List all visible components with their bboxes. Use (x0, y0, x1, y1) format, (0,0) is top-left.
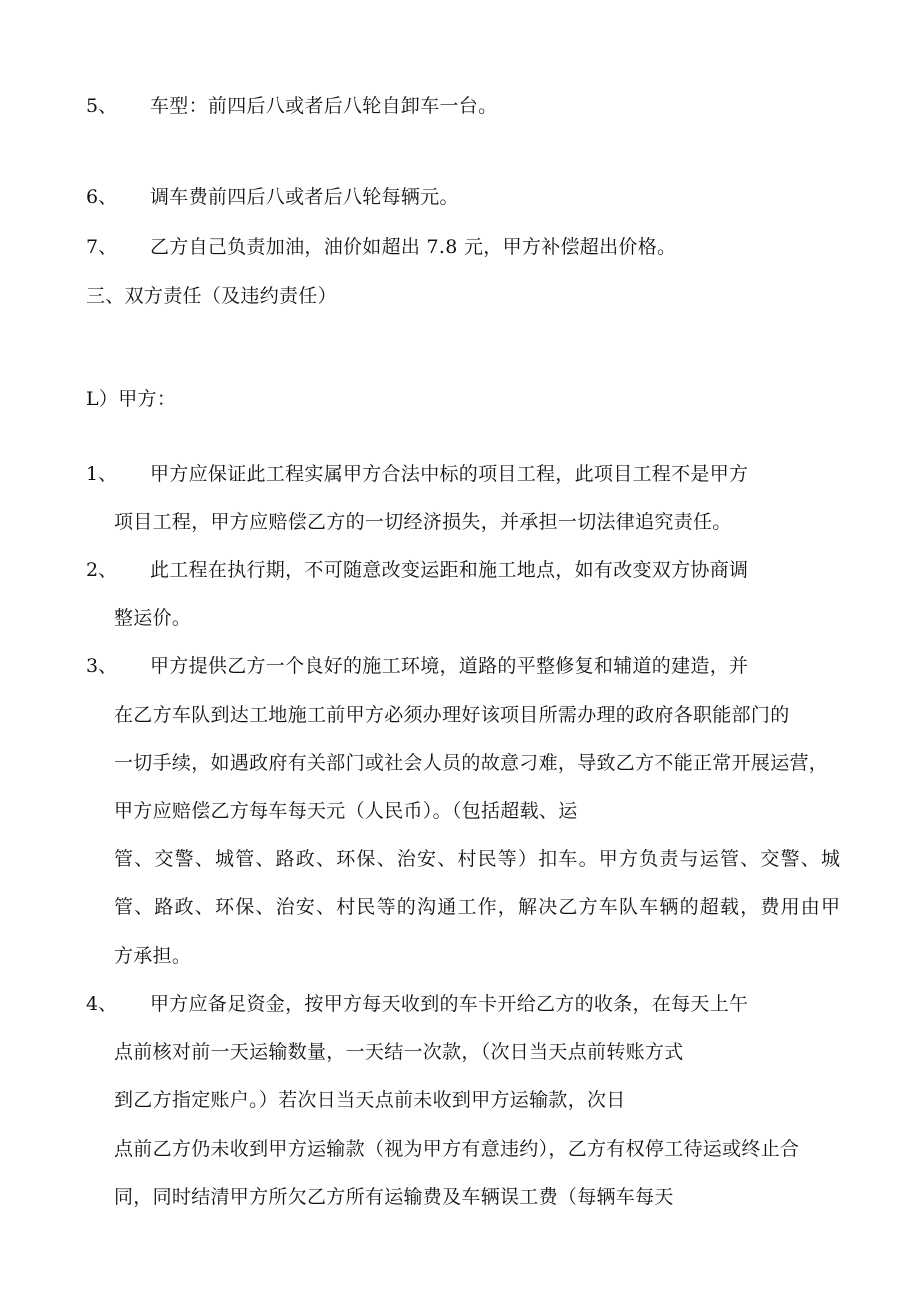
clause-line: 甲方应赔偿乙方每车每天元（人民币）。（包括超载、运 (114, 800, 578, 822)
item-number: 6、 (86, 186, 118, 208)
clause-line: 甲方应备足资金，按甲方每天收到的车卡开给乙方的收条，在每天上午 (150, 993, 749, 1015)
item-text: 车型：前四后八或者后八轮自卸车一台。 (150, 95, 498, 117)
clause-line: 一切手续，如遇政府有关部门或社会人员的故意刁难，导致乙方不能正常开展运营， (114, 752, 829, 774)
item-number: 7、 (86, 236, 118, 258)
clause-line: 管、交警、城管、路政、环保、治安、村民等）扣车。甲方负责与运管、交警、城 (114, 848, 842, 870)
clause-number: 1、 (86, 463, 118, 485)
clause-line: 点前核对前一天运输数量，一天结一次款，（次日当天点前转账方式 (114, 1041, 684, 1063)
clause-line: 在乙方车队到达工地施工前甲方必须办理好该项目所需办理的政府各职能部门的 (114, 704, 790, 726)
clause-line: 方承担。 (114, 945, 192, 967)
clause-line: 项目工程，甲方应赔偿乙方的一切经济损失，并承担一切法律追究责任。 (114, 511, 732, 533)
clause-line: 管、路政、环保、治安、村民等的沟通工作，解决乙方车队车辆的超载，费用由甲 (114, 896, 842, 918)
clause-line: 此工程在执行期，不可随意改变运距和施工地点，如有改变双方协商调 (150, 559, 749, 581)
clause-line: 到乙方指定账户。）若次日当天点前未收到甲方运输款，次日 (114, 1089, 626, 1111)
clause-number: 2、 (86, 559, 118, 581)
clause-line: 甲方应保证此工程实属甲方合法中标的项目工程，此项目工程不是甲方 (150, 463, 749, 485)
item-number: 5、 (86, 95, 118, 117)
item-text: 调车费前四后八或者后八轮每辆元。 (150, 186, 459, 208)
item-text: 乙方自己负责加油，油价如超出 7.8 元，甲方补偿超出价格。 (150, 236, 677, 258)
clause-line: 同，同时结清甲方所欠乙方所有运输费及车辆误工费（每辆车每天 (114, 1186, 674, 1208)
clause-number: 3、 (86, 655, 118, 677)
clause-line: 甲方提供乙方一个良好的施工环境，道路的平整修复和辅道的建造，并 (150, 655, 749, 677)
clause-line: 整运价。 (114, 607, 192, 629)
clause-number: 4、 (86, 993, 118, 1015)
party-heading: L）甲方： (86, 388, 177, 410)
clause-line: 点前乙方仍未收到甲方运输款（视为甲方有意违约），乙方有权停工待运或终止合 (114, 1138, 800, 1160)
section-heading: 三、双方责任（及违约责任） (86, 285, 337, 307)
